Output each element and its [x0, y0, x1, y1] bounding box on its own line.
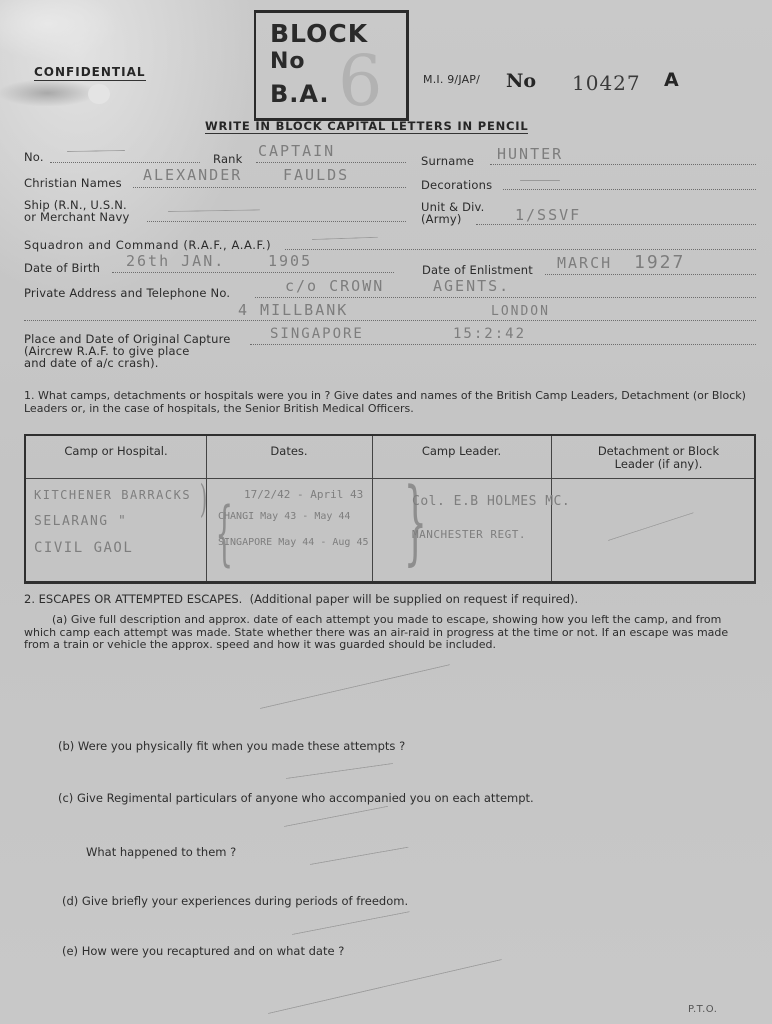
paper-stain — [0, 80, 95, 106]
ship-blank-dash — [168, 209, 260, 212]
date-of-enlistment-month[interactable]: MARCH — [557, 254, 613, 272]
date-of-birth-year[interactable]: 1905 — [268, 252, 313, 270]
capture-place[interactable]: SINGAPORE — [270, 326, 364, 342]
capture-label: Place and Date of Original Capture (Aircrew R.A.F. to give place and date of a/c crash). — [24, 332, 231, 370]
block-stamp — [254, 10, 409, 121]
address-line2-part1[interactable]: 4 MILLBANK — [238, 301, 349, 319]
block-stamp-number-label: No — [270, 49, 306, 74]
date-of-enlistment-label: Date of Enlistment — [422, 263, 534, 277]
christian-names-second[interactable]: FAULDS — [283, 166, 350, 184]
section2-question-c: (c) Give Regimental particulars of anyone who accompanied you on each attempt. — [58, 791, 534, 805]
classification-label: CONFIDENTIAL — [34, 65, 146, 79]
block-stamp-ba: B.A. — [270, 80, 330, 108]
section2-heading: 2. ESCAPES OR ATTEMPTED ESCAPES. (Additional paper will be supplied on request if required). — [24, 592, 579, 606]
squadron-blank-dash — [312, 237, 378, 240]
section2-question-b: (b) Were you physically fit when you made these attempts ? — [58, 739, 406, 753]
table-header-detachment-leader: Detachment or Block Leader (if any). — [597, 444, 720, 471]
instruction-heading: WRITE IN BLOCK CAPITAL LETTERS IN PENCIL — [205, 119, 529, 133]
brace-left-close: ) — [199, 477, 208, 521]
decorations-blank-dash — [520, 180, 560, 181]
table-row-1-leader[interactable]: Col. E.B HOLMES MC. — [412, 494, 571, 509]
decorations-label: Decorations — [421, 178, 493, 192]
no-label: No. — [24, 150, 44, 164]
table-row-3-dates[interactable]: SINGAPORE May 44 - Aug 45 — [218, 537, 369, 548]
section2-question-d: (d) Give briefly your experiences during periods of freedom. — [62, 894, 409, 908]
section2-question-c-followup: What happened to them ? — [86, 845, 237, 859]
please-turn-over: P.T.O. — [688, 1004, 718, 1015]
punch-hole — [88, 84, 110, 104]
no-blank-dash — [67, 150, 125, 152]
section1-question: 1. What camps, detachments or hospitals were you in ? Give dates and names of the British Camp Leaders, Detachment (or Block) Leaders or, in the case of hospitals, the Senior British Medical Officers. — [24, 389, 746, 415]
unit-value[interactable]: 1/SSVF — [515, 206, 582, 224]
table-row-2-camp[interactable]: SELARANG " — [34, 514, 128, 529]
answer-a-stroke — [260, 664, 450, 709]
detachment-blank-stroke — [608, 512, 694, 541]
brace-dates-open: { — [215, 492, 234, 574]
block-stamp-title: BLOCK — [270, 19, 369, 48]
table-header-camp-leader: Camp Leader. — [421, 444, 502, 458]
surname-label: Surname — [421, 154, 475, 168]
answer-d-stroke — [292, 911, 410, 935]
table-row-1-camp[interactable]: KITCHENER BARRACKS — [34, 488, 192, 502]
christian-names-label: Christian Names — [24, 176, 122, 190]
ship-label: Ship (R.N., U.S.N. or Merchant Navy — [24, 198, 130, 224]
unit-label: Unit & Div. (Army) — [421, 200, 485, 226]
address-line1-part2[interactable]: AGENTS. — [433, 277, 511, 295]
private-address-label: Private Address and Telephone No. — [24, 286, 231, 300]
answer-c-followup-stroke — [310, 847, 409, 865]
christian-names-first[interactable]: ALEXANDER — [143, 166, 243, 184]
answer-e-stroke — [268, 959, 502, 1014]
address-line2-part2[interactable]: LONDON — [491, 304, 550, 319]
address-line1-part1[interactable]: c/o CROWN — [285, 277, 385, 295]
table-header-camp: Camp or Hospital. — [64, 444, 168, 458]
section2-question-e: (e) How were you recaptured and on what date ? — [62, 944, 345, 958]
date-of-birth-day[interactable]: 26th JAN. — [126, 252, 226, 270]
reference-prefix: M.I. 9/JAP/ — [423, 73, 481, 86]
surname-value[interactable]: HUNTER — [497, 145, 564, 163]
section2-question-a: (a) Give full description and approx. date of each attempt you made to escape, showing how you left the camp, and from which camp each attempt was made. State whether there was an air-raid in progress at the time or not. If an escape was made from a train or vehicle the approx. speed and how it was guarded should be included. — [24, 613, 729, 651]
paper-smudge — [0, 0, 120, 60]
date-of-birth-label: Date of Birth — [24, 261, 101, 275]
table-row-2-leader[interactable]: MANCHESTER REGT. — [412, 528, 526, 541]
brace-leader-open: } — [403, 468, 427, 575]
serial-suffix: A — [664, 69, 679, 91]
squadron-label: Squadron and Command (R.A.F., A.A.F.) — [24, 238, 272, 252]
table-row-1-dates[interactable]: 17/2/42 - April 43 — [244, 488, 364, 501]
number-symbol: No — [506, 70, 537, 92]
block-stamp-handwritten-number: 6 — [338, 40, 383, 122]
rank-value[interactable]: CAPTAIN — [258, 142, 336, 160]
table-row-3-camp[interactable]: CIVIL GAOL — [34, 540, 134, 556]
table-header-dates: Dates. — [270, 444, 308, 458]
capture-date[interactable]: 15:2:42 — [453, 326, 527, 342]
date-of-enlistment-year[interactable]: 1927 — [634, 252, 686, 273]
rank-label: Rank — [213, 152, 243, 166]
answer-c-stroke — [284, 806, 388, 827]
table-row-2-dates[interactable]: CHANGI May 43 - May 44 — [218, 511, 351, 522]
serial-number: 10427 — [572, 71, 641, 95]
answer-b-stroke — [286, 763, 393, 779]
camps-table — [24, 434, 756, 584]
